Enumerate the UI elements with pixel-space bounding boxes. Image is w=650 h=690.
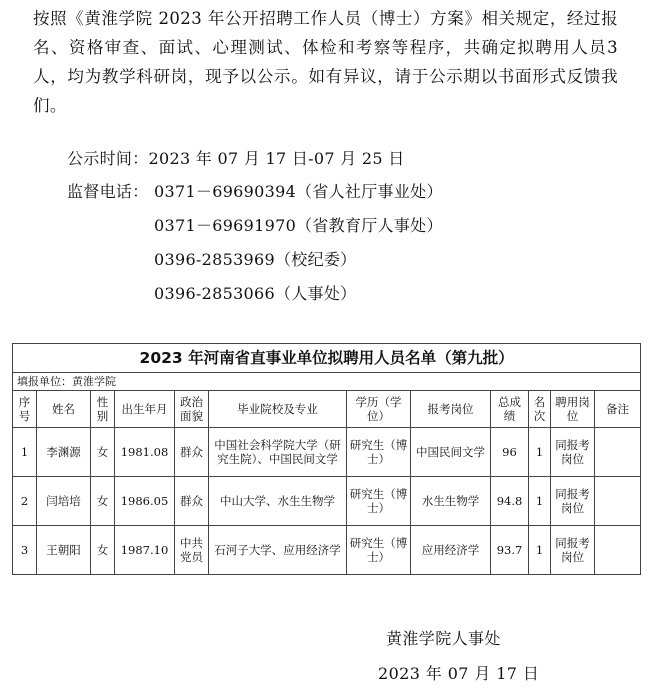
cell-birth: 1986.05 <box>115 477 175 526</box>
cell-rank: 1 <box>529 477 551 526</box>
cell-political: 中共党员 <box>175 526 209 575</box>
signature-date: 2023 年 07 月 17 日 <box>378 664 540 683</box>
cell-school: 石河子大学、应用经济学 <box>209 526 347 575</box>
cell-degree: 研究生（博士） <box>347 526 411 575</box>
cell-degree: 研究生（博士） <box>347 428 411 477</box>
cell-birth: 1981.08 <box>115 428 175 477</box>
cell-no: 1 <box>13 428 37 477</box>
signature-org: 黄淮学院人事处 <box>386 629 501 648</box>
cell-gender: 女 <box>91 477 115 526</box>
cell-post: 应用经济学 <box>411 526 491 575</box>
table-header-row <box>13 391 641 428</box>
cell-post: 中国民间文学 <box>411 428 491 477</box>
cell-name: 王朝阳 <box>37 526 91 575</box>
cell-post: 水生生物学 <box>411 477 491 526</box>
cell-no: 2 <box>13 477 37 526</box>
cell-degree: 研究生（博士） <box>347 477 411 526</box>
cell-gender: 女 <box>91 428 115 477</box>
personnel-table <box>12 343 640 575</box>
cell-hire-post: 同报考岗位 <box>551 477 595 526</box>
intro-paragraph: 按照《黄淮学院 2023 年公开招聘工作人员（博士）方案》相关规定，经过报名、资格审查、面试、心理测试、体检和考察等程序，共确定拟聘用人员3人，均为教学科研岗，现予以公示。如有异议，请于公示期以书面形式反馈我们。 <box>33 9 618 115</box>
cell-hire-post: 同报考岗位 <box>551 526 595 575</box>
cell-rank: 1 <box>529 526 551 575</box>
cell-gender: 女 <box>91 526 115 575</box>
header-school: 毕业院校及专业 <box>209 391 347 428</box>
table-row <box>13 428 641 477</box>
header-birth: 出生年月 <box>115 391 175 428</box>
header-no: 序号 <box>13 391 37 428</box>
supervision-phone-2: 0371－69691970（省教育厅人事处） <box>154 216 443 235</box>
cell-school: 中山大学、水生生物学 <box>209 477 347 526</box>
notice-period: 公示时间：2023 年 07 月 17 日-07 月 25 日 <box>67 149 405 168</box>
cell-remark <box>595 477 641 526</box>
cell-score: 96 <box>491 428 529 477</box>
header-degree: 学历（学位） <box>347 391 411 428</box>
table-row <box>13 477 641 526</box>
supervision-phone-4: 0396-2853066（人事处） <box>154 284 357 303</box>
supervision-label: 监督电话： <box>67 182 149 201</box>
table-title: 2023 年河南省直事业单位拟聘用人员名单（第九批） <box>13 344 641 373</box>
cell-remark <box>595 526 641 575</box>
cell-school: 中国社会科学院大学（研究生院）、中国民间文学 <box>209 428 347 477</box>
header-rank: 名次 <box>529 391 551 428</box>
cell-remark <box>595 428 641 477</box>
cell-score: 94.8 <box>491 477 529 526</box>
header-hire-post: 聘用岗位 <box>551 391 595 428</box>
table-row <box>13 526 641 575</box>
header-gender: 性别 <box>91 391 115 428</box>
supervision-phone-3: 0396-2853969（校纪委） <box>154 250 357 269</box>
cell-political: 群众 <box>175 477 209 526</box>
supervision-phone-1: 0371－69690394（省人社厅事业处） <box>154 182 443 201</box>
cell-rank: 1 <box>529 428 551 477</box>
cell-birth: 1987.10 <box>115 526 175 575</box>
header-name: 姓名 <box>37 391 91 428</box>
cell-score: 93.7 <box>491 526 529 575</box>
header-remark: 备注 <box>595 391 641 428</box>
cell-name: 闫培培 <box>37 477 91 526</box>
table-unit: 填报单位：黄淮学院 <box>13 373 641 391</box>
cell-political: 群众 <box>175 428 209 477</box>
header-score: 总成绩 <box>491 391 529 428</box>
header-political: 政治面貌 <box>175 391 209 428</box>
header-post: 报考岗位 <box>411 391 491 428</box>
cell-name: 李渊源 <box>37 428 91 477</box>
cell-hire-post: 同报考岗位 <box>551 428 595 477</box>
cell-no: 3 <box>13 526 37 575</box>
